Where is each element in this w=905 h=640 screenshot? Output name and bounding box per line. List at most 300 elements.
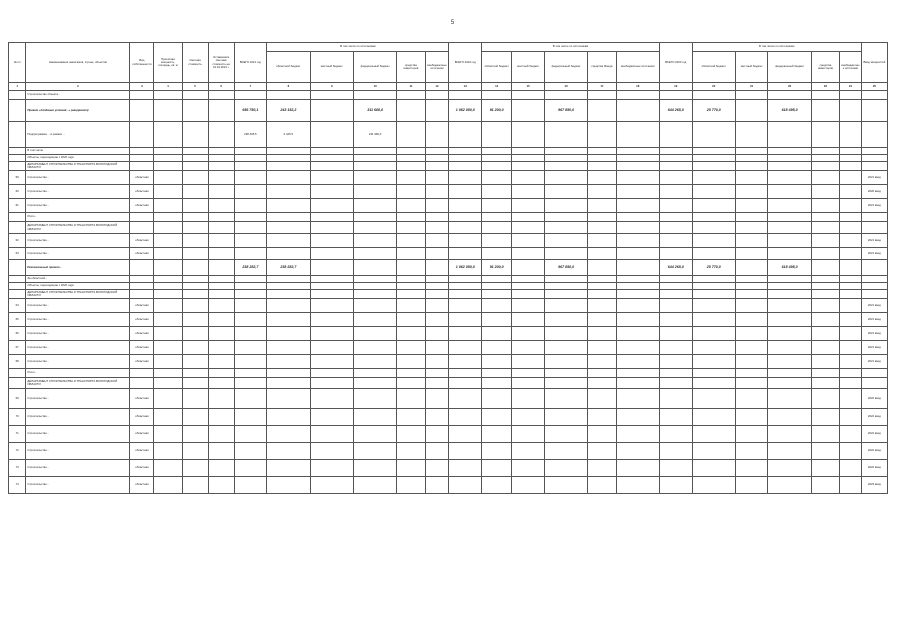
table-cell [616,460,659,477]
table-cell [512,185,545,199]
table-cell [208,369,234,378]
table-cell [9,378,26,389]
table-cell [544,91,587,100]
table-cell [659,341,692,355]
table-cell [512,369,545,378]
table-cell [397,100,425,122]
table-cell [353,248,396,260]
table-cell [482,122,512,148]
table-cell [588,248,616,260]
investment-program-table [8,42,888,494]
column-number: 18 [616,83,659,91]
table-cell [353,409,396,426]
page-number: 5 [450,20,455,26]
table-cell [840,299,862,313]
table-cell: 238 282,7 [234,260,267,276]
table-cell: 2021 ввод [861,341,887,355]
table-cell [768,369,811,378]
table-cell [811,122,839,148]
table-cell [482,199,512,213]
header-src-federal: федеральный бюджет [768,52,811,83]
table-cell [768,426,811,443]
table-cell [310,276,353,283]
table-cell [234,313,267,327]
table-cell [182,185,208,199]
table-cell [659,460,692,477]
table-cell [267,389,310,409]
header-type: Вид собственности [130,43,154,83]
table-cell [735,148,768,155]
table-cell [811,199,839,213]
table-cell [512,378,545,389]
table-cell [425,276,449,283]
table-cell: 231 960,0 [353,122,396,148]
table-cell [544,378,587,389]
table-cell [692,276,735,283]
table-cell [544,355,587,369]
table-cell [659,248,692,260]
table-cell [130,122,154,148]
table-cell [208,313,234,327]
table-cell [659,222,692,234]
table-cell [310,426,353,443]
table-cell [861,283,887,290]
table-cell [310,234,353,248]
object-name-cell: Строительство объекта... [26,91,130,100]
table-cell [768,378,811,389]
table-cell: областная [130,248,154,260]
table-cell [9,283,26,290]
table-cell [588,426,616,443]
table-cell [588,162,616,171]
table-cell [425,213,449,222]
table-cell [353,378,396,389]
table-cell [659,234,692,248]
table-cell [735,199,768,213]
table-cell [512,283,545,290]
table-cell: областная [130,199,154,213]
table-cell [182,283,208,290]
table-cell [588,409,616,426]
table-cell [588,91,616,100]
table-row [9,155,888,162]
table-row [9,460,888,477]
table-cell [425,199,449,213]
table-cell [397,213,425,222]
table-cell [267,378,310,389]
object-name-cell: Объекты, переходящие с 2020 года [26,155,130,162]
table-cell [267,477,310,494]
table-cell [425,234,449,248]
table-cell [397,91,425,100]
table-cell [512,409,545,426]
table-cell [154,100,182,122]
table-cell: 6 445,5 [267,122,310,148]
table-cell [512,100,545,122]
table-cell [482,148,512,155]
table-cell [397,426,425,443]
table-cell [588,299,616,313]
table-cell [512,477,545,494]
table-cell [182,290,208,299]
object-name-cell: Итого... [26,213,130,222]
column-number: 22 [768,83,811,91]
table-cell [735,460,768,477]
table-cell [234,443,267,460]
table-cell [397,369,425,378]
table-cell [840,122,862,148]
header-cost: Сметная стоимость [182,43,208,83]
table-cell [588,355,616,369]
table-cell [659,389,692,409]
table-cell: 59 [9,171,26,185]
table-cell [425,185,449,199]
table-cell: 1 062 050,0 [449,260,482,276]
table-cell [768,148,811,155]
table-cell [234,91,267,100]
table-cell [768,290,811,299]
table-cell [861,162,887,171]
table-cell [588,369,616,378]
column-number: 4 [154,83,182,91]
table-cell [267,409,310,426]
table-cell [234,222,267,234]
table-cell [425,378,449,389]
table-cell [840,409,862,426]
table-cell [397,283,425,290]
table-cell: областная [130,460,154,477]
table-cell [811,341,839,355]
table-cell [482,283,512,290]
table-cell [9,148,26,155]
table-cell [861,222,887,234]
table-cell [353,290,396,299]
table-cell [735,369,768,378]
table-cell [449,283,482,290]
table-cell [353,222,396,234]
table-cell [267,313,310,327]
table-cell [616,100,659,122]
table-cell [811,389,839,409]
table-cell [310,248,353,260]
header-capacity: Проектная мощность, площадь, кв. м [154,43,182,83]
object-name-cell: Региональный проект... [26,260,130,276]
table-cell [267,148,310,155]
table-cell [397,409,425,426]
header-src-region: областной бюджет [482,52,512,83]
table-cell [735,409,768,426]
object-name-cell: Подпрограмма ... в рамках ... [26,122,130,148]
table-cell: областная [130,477,154,494]
table-cell [449,213,482,222]
table-cell [768,477,811,494]
table-cell: 656 750,1 [234,100,267,122]
table-cell [692,148,735,155]
table-cell [425,327,449,341]
table-cell [482,91,512,100]
table-cell [768,122,811,148]
table-cell: 74 [9,477,26,494]
table-cell [692,213,735,222]
table-cell [735,355,768,369]
table-cell [182,313,208,327]
table-cell [353,199,396,213]
table-row [9,283,888,290]
table-cell [861,122,887,148]
table-cell [659,155,692,162]
table-cell [208,222,234,234]
table-cell [735,213,768,222]
table-cell [130,222,154,234]
table-cell [588,185,616,199]
table-cell [425,355,449,369]
table-cell [154,378,182,389]
table-cell [692,369,735,378]
table-cell [208,283,234,290]
table-cell [9,162,26,171]
column-number: 5 [182,83,208,91]
table-cell [208,327,234,341]
table-cell [588,341,616,355]
table-cell [234,248,267,260]
table-cell [512,460,545,477]
table-cell: 967 850,0 [544,100,587,122]
table-cell [154,162,182,171]
table-cell [840,276,862,283]
table-cell [616,213,659,222]
table-cell: 71 [9,426,26,443]
table-cell [588,276,616,283]
table-cell [182,426,208,443]
table-cell [588,155,616,162]
column-number: 20 [692,83,735,91]
object-name-cell: Объекты, переходящие с 2020 года [26,283,130,290]
table-cell [840,313,862,327]
table-cell [449,378,482,389]
header-group-2023: В том числе по источникам [692,43,861,52]
table-cell: 644 265,0 [659,100,692,122]
table-cell [735,91,768,100]
table-cell [735,426,768,443]
table-cell [208,260,234,276]
table-cell [692,477,735,494]
object-name-cell: Строительство... [26,341,130,355]
table-cell [267,283,310,290]
table-cell [588,389,616,409]
table-cell [310,122,353,148]
table-cell: областная [130,299,154,313]
table-cell [588,313,616,327]
table-cell [397,276,425,283]
header-src-federal: федеральный бюджет [353,52,396,83]
table-cell [397,299,425,313]
table-cell [208,443,234,460]
table-cell [154,234,182,248]
table-cell [425,443,449,460]
table-cell [544,477,587,494]
column-number-row [9,83,888,91]
table-cell [811,222,839,234]
table-cell [861,148,887,155]
table-cell: 2021 ввод [861,313,887,327]
table-cell [861,276,887,283]
table-cell [840,162,862,171]
table-cell [353,389,396,409]
table-cell [768,185,811,199]
table-cell [182,91,208,100]
table-cell [735,327,768,341]
column-number: 2 [26,83,130,91]
table-cell [692,283,735,290]
table-cell [735,122,768,148]
table-row [9,409,888,426]
table-cell [234,199,267,213]
table-cell [154,355,182,369]
table-cell [154,276,182,283]
table-cell [353,155,396,162]
table-cell [512,355,545,369]
table-cell [449,389,482,409]
table-cell: 618 495,0 [768,100,811,122]
table-cell [861,369,887,378]
table-cell [659,122,692,148]
table-cell [9,122,26,148]
table-cell [811,460,839,477]
object-name-cell: Строительство... [26,355,130,369]
table-cell: 68 [9,355,26,369]
table-cell [840,234,862,248]
object-name-cell: ДЕПАРТАМЕНТ СТРОИТЕЛЬСТВА И ТРАНСПОРТА ВОЛОГОДСКОЙ ОБЛАСТИ [26,222,130,234]
table-cell [425,313,449,327]
table-cell [353,213,396,222]
table-row [9,299,888,313]
table-cell [234,299,267,313]
column-number: 10 [353,83,396,91]
table-cell [616,260,659,276]
table-cell [267,290,310,299]
column-number: 17 [588,83,616,91]
table-cell: областная [130,341,154,355]
table-cell [353,260,396,276]
table-cell [512,341,545,355]
table-cell [449,234,482,248]
table-cell [659,369,692,378]
table-cell [310,162,353,171]
table-cell [234,409,267,426]
table-cell [512,148,545,155]
table-cell [154,260,182,276]
table-cell [544,171,587,185]
table-cell [154,171,182,185]
table-cell [659,171,692,185]
header-src-investor: средства инвесторов [397,52,425,83]
table-cell [425,477,449,494]
table-cell [616,122,659,148]
table-row [9,148,888,155]
table-cell [208,290,234,299]
table-cell [692,409,735,426]
table-cell: 967 850,0 [544,260,587,276]
table-cell [130,162,154,171]
table-cell [588,283,616,290]
table-cell [9,276,26,283]
table-cell [588,222,616,234]
column-number: 24 [840,83,862,91]
table-cell [130,260,154,276]
table-cell: 2021 ввод [861,327,887,341]
table-cell [692,313,735,327]
table-cell [449,299,482,313]
table-cell [397,185,425,199]
table-cell [425,162,449,171]
table-cell [811,213,839,222]
table-cell [616,155,659,162]
table-cell [267,213,310,222]
table-cell [811,91,839,100]
object-name-cell: Итого... [26,369,130,378]
table-cell [397,313,425,327]
table-cell [692,185,735,199]
table-cell: областная [130,313,154,327]
table-cell [182,100,208,122]
table-cell [267,162,310,171]
table-cell [735,155,768,162]
table-cell: 73 [9,460,26,477]
header-src-local: местный бюджет [735,52,768,83]
table-cell [208,100,234,122]
table-cell [397,389,425,409]
header-src-fund: средства Фонда [588,52,616,83]
table-cell [9,100,26,122]
table-cell [616,313,659,327]
column-number: 14 [482,83,512,91]
table-cell [353,313,396,327]
table-cell [267,91,310,100]
table-cell [182,443,208,460]
table-cell [735,100,768,122]
table-cell [208,91,234,100]
table-cell [512,426,545,443]
table-cell [692,299,735,313]
header-group-2022: В том числе по источникам [482,43,660,52]
table-cell [154,248,182,260]
table-cell [811,234,839,248]
table-cell [182,369,208,378]
table-cell [616,426,659,443]
table-cell [267,426,310,443]
column-number: 7 [234,83,267,91]
table-cell [692,91,735,100]
table-row [9,100,888,122]
table-cell [544,426,587,443]
table-cell [182,341,208,355]
table-cell [659,185,692,199]
table-cell [397,148,425,155]
table-cell [310,290,353,299]
table-cell [449,313,482,327]
table-cell [544,234,587,248]
table-cell [425,426,449,443]
table-cell [616,276,659,283]
table-cell [353,162,396,171]
table-cell: 2022 ввод [861,426,887,443]
table-cell [449,477,482,494]
table-cell [840,389,862,409]
table-cell: 25 770,0 [692,260,735,276]
table-cell [425,283,449,290]
table-row [9,426,888,443]
table-cell: 69 [9,389,26,409]
